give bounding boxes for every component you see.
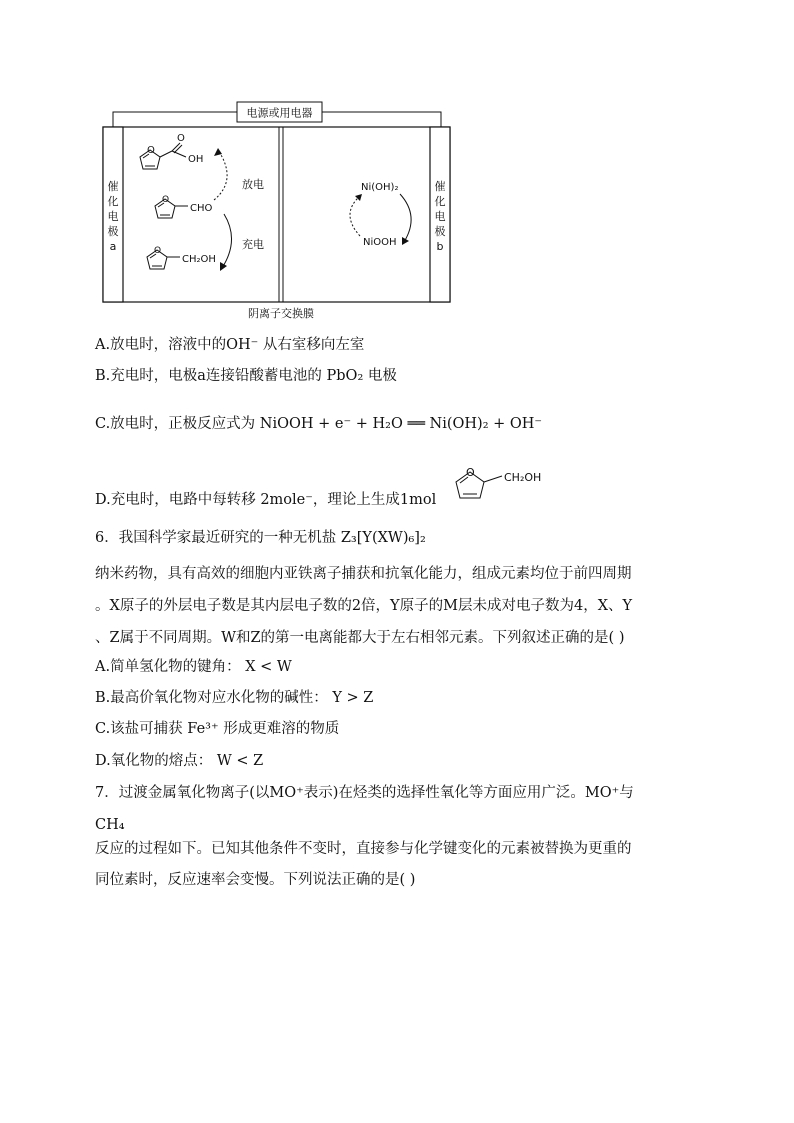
svg-text:O: O <box>466 466 475 479</box>
discharge-label: 放电 <box>242 178 264 191</box>
svg-text:O: O <box>147 145 155 156</box>
furfuryl-alcohol-molecule <box>147 246 180 269</box>
nickel-oxyhydroxide-label: NiOOH <box>363 237 397 248</box>
q7-stem-line-3: 反应的过程如下。已知其他条件不变时，直接参与化学键变化的元素被替换为更重的 <box>95 841 632 857</box>
q5-option-b: B.充电时，电极a连接铅酸蓄电池的 PbO₂ 电极 <box>95 368 397 384</box>
svg-text:电: 电 <box>107 210 119 223</box>
svg-text:极: 极 <box>107 225 119 238</box>
svg-text:化: 化 <box>107 195 119 208</box>
discharge-arrow <box>214 150 227 200</box>
q5-option-d-group: CH₂OH <box>504 471 542 484</box>
acid-group-label: OH <box>188 154 204 165</box>
aldehyde-group-label: CHO <box>190 203 213 214</box>
furoic-acid-molecule <box>140 133 186 169</box>
svg-text:催: 催 <box>434 180 446 193</box>
charge-label: 充电 <box>242 238 264 251</box>
nickel-discharge-arrow <box>350 196 360 236</box>
q6-option-d: D.氧化物的熔点： W < Z <box>95 753 264 769</box>
q5-option-a: A.放电时，溶液中的OH⁻ 从右室移向左室 <box>95 337 365 353</box>
q6-option-c: C.该盐可捕获 Fe³⁺ 形成更难溶的物质 <box>95 721 340 737</box>
q7-stem-line-1: 7．过渡金属氧化物离子(以MO⁺表示)在烃类的选择性氧化等方面应用广泛。MO⁺与 <box>95 785 634 801</box>
charge-arrow <box>222 214 232 268</box>
svg-text:a: a <box>109 240 117 253</box>
power-source-label: 电源或用电器 <box>246 106 313 120</box>
q5-option-d-molecule <box>450 462 560 510</box>
q6-option-a: A.简单氢化物的键角： X < W <box>95 659 292 675</box>
svg-text:催: 催 <box>107 180 119 193</box>
svg-text:O: O <box>177 133 185 144</box>
q7-stem-line-4: 同位素时，反应速率会变慢。下列说法正确的是( ) <box>95 872 416 888</box>
svg-text:化: 化 <box>434 195 446 208</box>
nickel-charge-arrow <box>400 194 411 242</box>
furfural-molecule <box>155 195 188 218</box>
svg-text:极: 极 <box>434 225 446 238</box>
membrane-label: 阴离子交换膜 <box>248 307 314 320</box>
q6-stem-line-2: 纳米药物，具有高效的细胞内亚铁离子捕获和抗氧化能力，组成元素均位于前四周期 <box>95 566 632 582</box>
q5-option-d: D.充电时，电路中每转移 2mole⁻，理论上生成1mol <box>95 492 437 508</box>
svg-text:O: O <box>162 195 170 205</box>
q6-option-b: B.最高价氧化物对应水化物的碱性： Y > Z <box>95 690 374 706</box>
q5-option-c: C.放电时，正极反应式为 NiOOH + e⁻ + H₂O ══ Ni(OH)₂ + OH⁻ <box>95 416 543 432</box>
q6-stem-line-1: 6．我国科学家最近研究的一种无机盐 Z₃[Y(XW)₆]₂ <box>95 530 426 546</box>
svg-text:电: 电 <box>434 210 446 223</box>
q6-stem-line-3: 。X原子的外层电子数是其内层电子数的2倍，Y原子的M层未成对电子数为4，X、Y <box>95 598 633 614</box>
q7-stem-line-2: CH₄ <box>95 817 125 833</box>
nickel-hydroxide-label: Ni(OH)₂ <box>361 182 399 193</box>
q6-stem-line-4: 、Z属于不同周期。W和Z的第一电离能都大于左右相邻元素。下列叙述正确的是( ) <box>95 630 625 646</box>
alcohol-group-label: CH₂OH <box>182 254 216 265</box>
svg-text:b: b <box>436 240 444 253</box>
svg-text:O: O <box>154 246 162 256</box>
electrochemical-cell-diagram <box>0 0 794 330</box>
